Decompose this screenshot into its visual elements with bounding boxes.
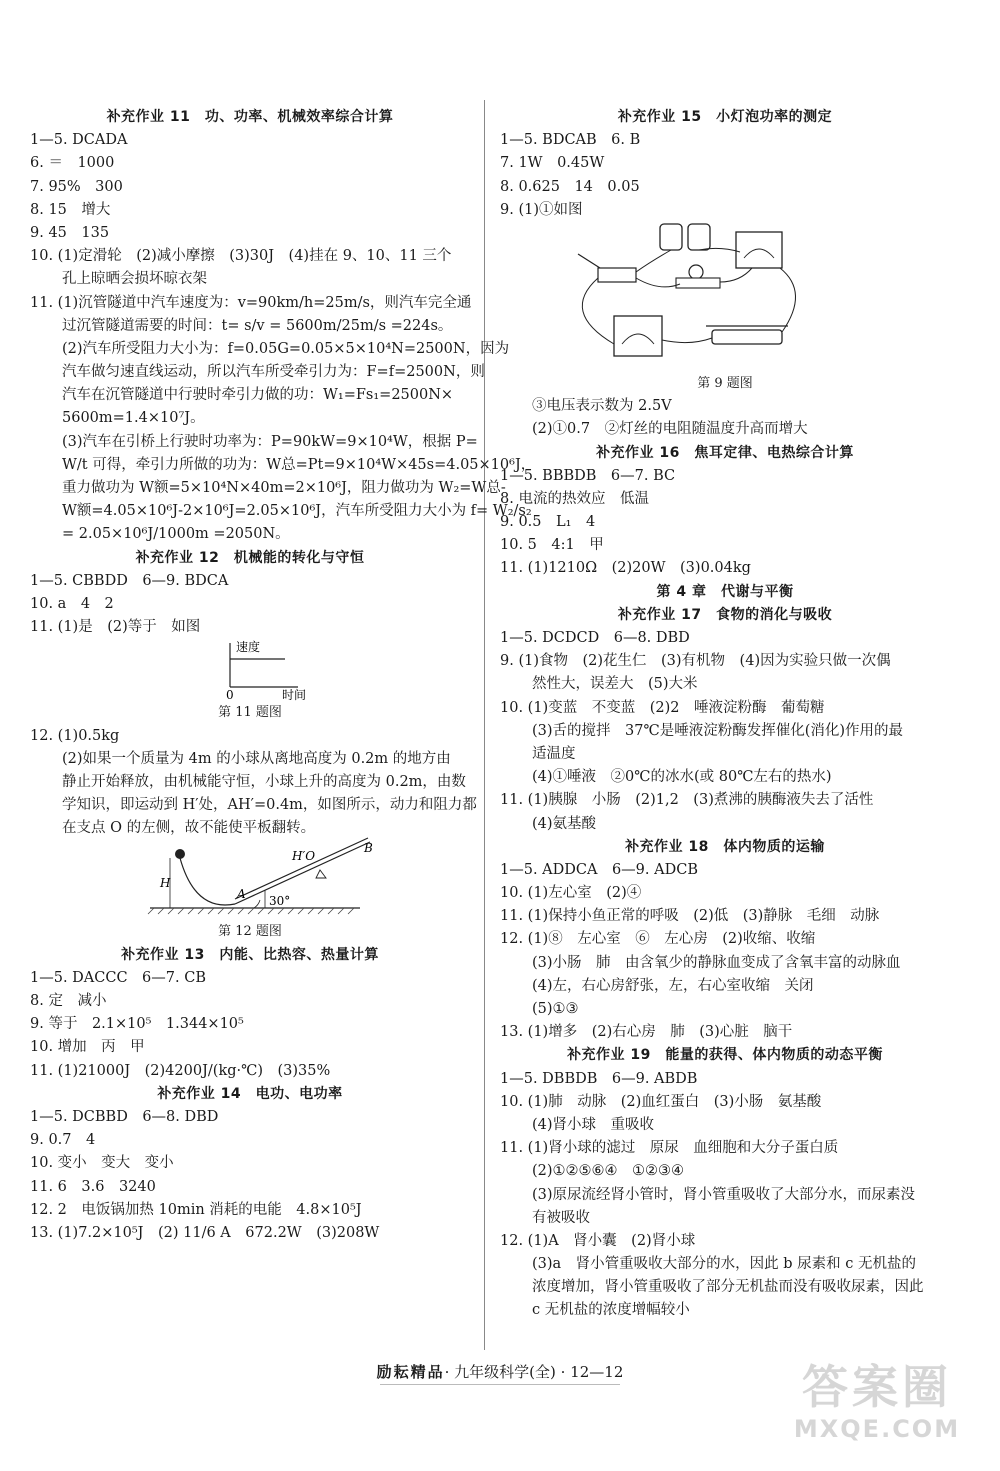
switch [598, 268, 636, 282]
light-bulb [689, 265, 703, 279]
answer-line: 1—5. DACCC 6—7. CB [30, 969, 206, 986]
ramp-figure [30, 840, 470, 920]
answer-line: 9. 0.5 L₁ 4 [500, 514, 596, 531]
battery-1 [660, 224, 682, 250]
answer-line: (3)舌的搅拌 37℃是唾液淀粉酶发挥催化(消化)作用的最 [532, 722, 904, 739]
answer-line: 7. 1W 0.45W [500, 155, 605, 172]
answer-line: (2)①②⑤⑥④ ①②③④ [532, 1163, 685, 1180]
left-column [30, 106, 536, 1245]
answer-line: 11. (1)肾小球的滤过 原尿 血细胞和大分子蛋白质 [500, 1140, 839, 1157]
ground-hatching [148, 908, 354, 914]
answer-line: 11. (1)保持小鱼正常的呼吸 (2)低 (3)静脉 毛细 动脉 [500, 908, 880, 925]
answer-line: (3)a 肾小管重吸收大部分的水，因此 b 尿素和 c 无机盐的 [532, 1256, 917, 1273]
answer-line: = 2.05×10⁶J/1000m =2050N。 [62, 526, 290, 543]
answer-line: 1—5. DBBDB 6—9. ABDB [500, 1070, 698, 1087]
answer-line: 9. 等于 2.1×10⁵ 1.344×10⁵ [30, 1016, 244, 1033]
ramp-figure-svg [30, 840, 470, 920]
answer-line: W/t 可得，牵引力所做的功为：W总=Pt=9×10⁴W×45s=4.05×10⁶J， [62, 456, 536, 473]
answer-line: 1—5. ADDCA 6—9. ADCB [500, 861, 698, 878]
section-heading: 补充作业 14 电功、电功率 [157, 1085, 343, 1102]
figure-caption: 第 12 题图 [218, 924, 282, 940]
answer-line: (2)①0.7 ②灯丝的电阻随温度升高而增大 [532, 421, 808, 438]
rheostat [712, 330, 782, 344]
figure-caption: 第 9 题图 [697, 375, 753, 391]
watermark-url: MXQE.COM [793, 1415, 961, 1443]
answer-line: (4)氨基酸 [532, 815, 597, 832]
curved-track [180, 858, 235, 905]
answer-line: (3)汽车在引桥上行驶时功率为：P=90kW=9×10⁴W，根据 P= [62, 433, 478, 450]
answer-line: 12. 2 电饭锅加热 10min 消耗的电能 4.8×10⁵J [30, 1201, 362, 1218]
answer-line: 1—5. BBBDB 6—7. BC [500, 467, 676, 484]
answer-line: (3)小肠 肺 由含氧少的静脉血变成了含氧丰富的动脉血 [532, 954, 901, 971]
answer-line: ③电压表示数为 2.5V [532, 398, 672, 415]
footer-brand: 励耘精品 [376, 1363, 445, 1381]
ball [175, 849, 185, 859]
answer-line: 11. (1)是 (2)等于 如图 [30, 619, 201, 636]
answer-line: (4)肾小球 重吸收 [532, 1116, 655, 1133]
velocity-time-graph-svg [30, 639, 470, 701]
answer-line: 7. 95% 300 [30, 178, 123, 195]
answer-line: 重力做功为 W额=5×10⁴N×40m=2×10⁶J，阻力做功为 W₂=W总- [62, 480, 506, 496]
answer-line: 静止开始释放，由机械能守恒，小球上升的高度为 0.2m，由数 [62, 773, 466, 790]
footer-text: · 九年级科学(全) · 12—12 [444, 1363, 624, 1381]
answer-line: 12. (1)0.5kg [30, 727, 120, 744]
label-a: A [237, 887, 246, 902]
answer-line: 13. (1)增多 (2)右心房 肺 (3)心脏 脑干 [500, 1024, 793, 1041]
section-heading: 补充作业 11 功、功率、机械效率综合计算 [106, 109, 394, 125]
answer-line: 8. 定 减小 [30, 993, 107, 1009]
answer-line: 11. 6 3.6 3240 [30, 1178, 156, 1195]
label-h: H [160, 876, 171, 891]
answer-line: 11. (1)胰腺 小肠 (2)1,2 (3)煮沸的胰酶液失去了活性 [500, 792, 874, 809]
answer-line: 8. 15 增大 [30, 201, 111, 218]
answer-line: 汽车做匀速直线运动，所以汽车所受牵引力为：F=f=2500N，则 [62, 364, 485, 381]
section-heading: 补充作业 13 内能、比热容、热量计算 [121, 946, 379, 963]
answer-line: (3)原尿流经肾小管时，肾小管重吸收了大部分水，而尿素没 [532, 1186, 916, 1203]
answer-line: 6. ＝ 1000 [30, 155, 115, 172]
watermark-logo-text: 答案圈 [802, 1360, 952, 1414]
answer-line: 孔上晾晒会损坏晾衣架 [62, 271, 207, 288]
answer-line: 12. (1)A 肾小囊 (2)肾小球 [500, 1232, 696, 1249]
answer-line: 10. a 4 2 [30, 595, 114, 612]
answer-line: 在支点 O 的左侧，故不能使平板翻转。 [62, 820, 316, 837]
section-heading: 补充作业 15 小灯泡功率的测定 [617, 109, 833, 125]
answer-line: 11. (1)21000J (2)4200J/(kg·℃) (3)35% [30, 1062, 331, 1079]
label-angle: 30° [269, 894, 291, 909]
answer-line: 8. 0.625 14 0.05 [500, 178, 640, 195]
answer-line: 1—5. DCADA [30, 132, 128, 149]
label-b: B [364, 841, 373, 856]
answer-line: 浓度增加，肾小管重吸收了部分无机盐而没有吸收尿素，因此 [532, 1279, 924, 1296]
footer-rule [380, 1384, 620, 1385]
answer-line: 10. (1)左心室 (2)④ [500, 885, 642, 902]
answer-line: 适温度 [532, 745, 576, 762]
answer-line: 1—5. DCDCD 6—8. DBD [500, 630, 690, 646]
answer-line: 学知识，即运动到 H′处，AH′=0.4m，如图所示，动力和阻力都 [62, 797, 477, 814]
section-heading: 补充作业 18 体内物质的运输 [625, 838, 825, 855]
answer-line: (4)左，右心房舒张，左，右心室收缩 关闭 [532, 977, 814, 994]
answer-line: 9. (1)食物 (2)花生仁 (3)有机物 (4)因为实验只做一次偶 [500, 653, 891, 670]
chapter-heading: 第 4 章 代谢与平衡 [656, 583, 794, 600]
answer-line: 10. (1)肺 动脉 (2)血红蛋白 (3)小肠 氨基酸 [500, 1093, 822, 1110]
answer-line: 9. 0.7 4 [30, 1132, 96, 1149]
answer-line: 10. 变小 变大 变小 [30, 1155, 174, 1172]
answer-line: W额=4.05×10⁶J-2×10⁶J=2.05×10⁶J，汽车所受阻力大小为 f= W₂/s₂ [62, 503, 532, 520]
answer-line: 12. (1)⑧ 左心室 ⑥ 左心房 (2)收缩、收缩 [500, 931, 816, 948]
answer-line: 汽车在沉管隧道中行驶时牵引力做的功：W₁=Fs₁=2500N× [62, 387, 454, 404]
angle-arc [254, 900, 260, 908]
answer-line: (4)①唾液 ②0℃的冰水(或 80℃左右的热水) [532, 769, 832, 786]
ammeter [614, 316, 662, 356]
fulcrum-triangle [316, 870, 326, 878]
column-divider [484, 100, 485, 1350]
answer-line: 9. (1)①如图 [500, 201, 583, 218]
section-heading: 补充作业 16 焦耳定律、电热综合计算 [596, 444, 854, 461]
answer-line: (2)如果一个质量为 4m 的小球从离地高度为 0.2m 的地方由 [62, 750, 451, 767]
right-column [500, 106, 950, 1323]
answer-line: 10. (1)定滑轮 (2)减小摩擦 (3)30J (4)挂在 9、10、11 三个 [30, 248, 452, 265]
answer-line: 8. 电流的热效应 低温 [500, 490, 649, 507]
section-heading: 补充作业 17 食物的消化与吸收 [617, 606, 833, 623]
answer-line: 10. 增加 丙 甲 [30, 1039, 145, 1056]
answer-line: c 无机盐的浓度增幅较小 [532, 1302, 690, 1319]
switch-lever [578, 254, 600, 268]
answer-line: 11. (1)1210Ω (2)20W (3)0.04kg [500, 560, 751, 577]
answer-line: 11. (1)沉管隧道中汽车速度为：v=90km/h=25m/s，则汽车完全通 [30, 294, 472, 311]
answer-line: 13. (1)7.2×10⁵J (2) 11/6 A 672.2W (3)208W [30, 1224, 380, 1241]
watermark [792, 1359, 962, 1443]
answer-line: 过沉管隧道需要的时间：t= s/v = 5600m/25m/s =224s。 [62, 317, 453, 334]
bulb-holder [676, 278, 720, 288]
graph-y-label: 速度 [236, 640, 261, 655]
answer-line: 10. 5 4:1 甲 [500, 537, 604, 554]
answer-line: 1—5. BDCAB 6. B [500, 132, 641, 149]
answer-line: 9. 45 135 [30, 224, 110, 241]
battery-2 [688, 224, 710, 250]
circuit-figure-svg [500, 222, 950, 372]
circuit-figure [500, 222, 950, 372]
velocity-time-graph [30, 639, 470, 701]
answer-line: 有被吸收 [532, 1209, 590, 1226]
voltmeter-top [736, 232, 782, 268]
answer-line: 5600m=1.4×10⁷J。 [62, 410, 205, 427]
answer-line: 然性大，误差大 (5)大米 [532, 676, 698, 693]
section-heading: 补充作业 19 能量的获得、体内物质的动态平衡 [567, 1047, 883, 1064]
section-heading: 补充作业 12 机械能的转化与守恒 [135, 549, 365, 566]
answer-line: (2)汽车所受阻力大小为：f=0.05G=0.05×5×10⁴N=2500N，因为 [62, 340, 510, 357]
graph-origin: 0 [226, 688, 234, 703]
graph-x-label: 时间 [282, 688, 307, 703]
answer-line: 1—5. CBBDD 6—9. BDCA [30, 572, 229, 589]
answer-line: 10. (1)变蓝 不变蓝 (2)2 唾液淀粉酶 葡萄糖 [500, 699, 825, 716]
answer-line: (5)①③ [532, 1001, 579, 1017]
answer-line: 1—5. DCBBD 6—8. DBD [30, 1108, 219, 1125]
figure-caption: 第 11 题图 [218, 705, 282, 721]
label-ho: H′O [292, 849, 316, 864]
